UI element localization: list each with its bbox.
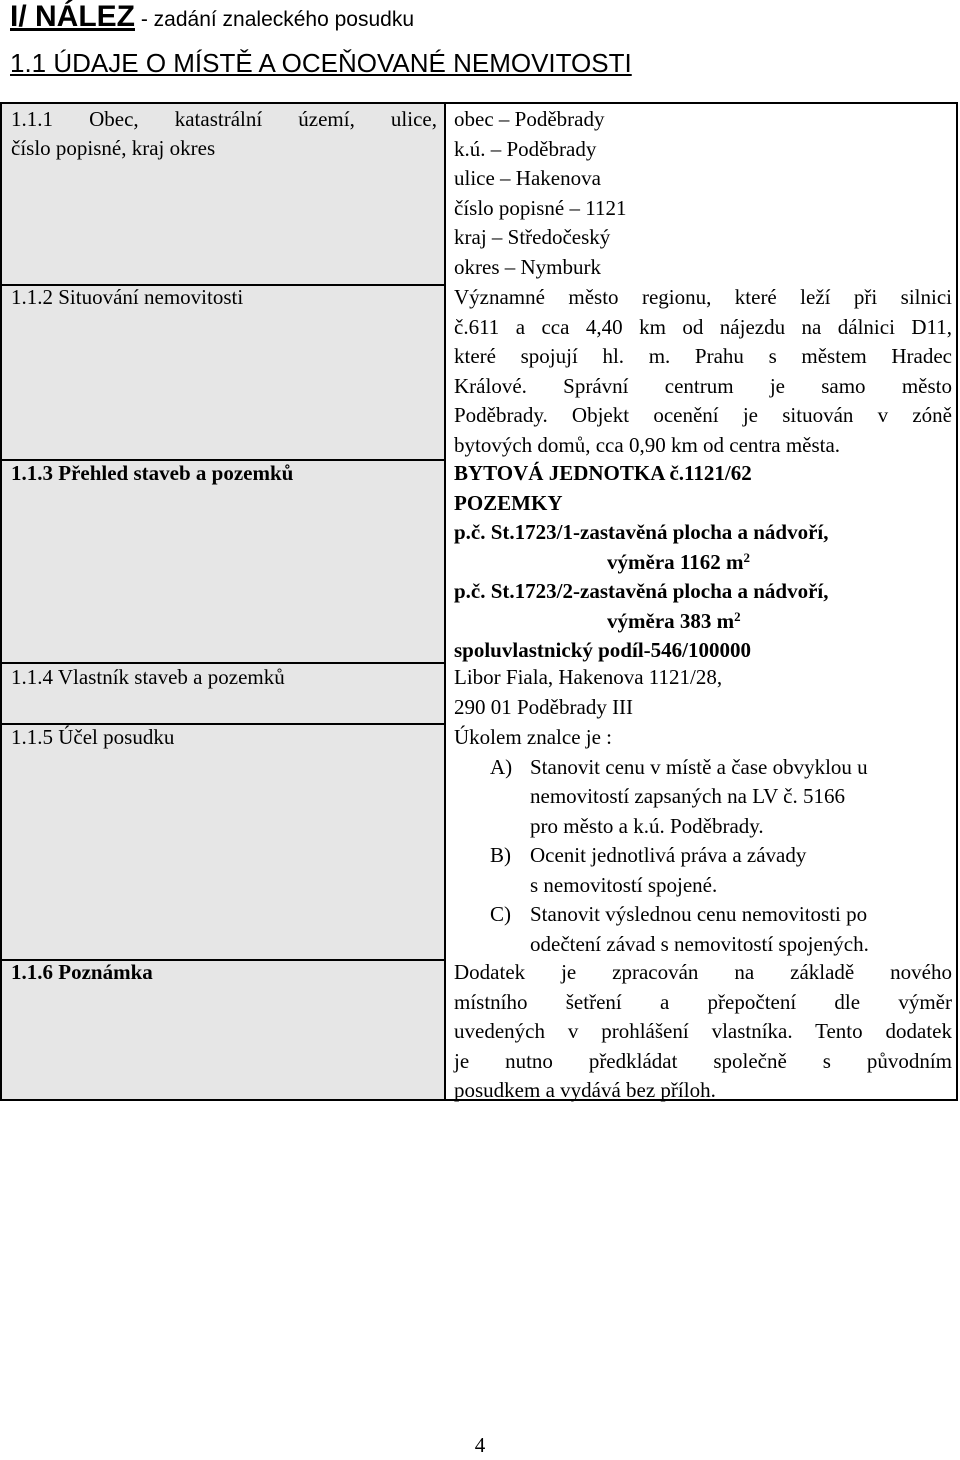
- chapter-title-sub: - zadání znaleckého posudku: [135, 8, 415, 31]
- row-value-purpose: [454, 723, 952, 959]
- row-label-location-2: číslo popisné, kraj okres: [11, 136, 216, 160]
- value-line: Dodatek je zpracován na základě nového: [454, 960, 952, 984]
- purpose-item-c: C) Stanovit výslednou cenu nemovitosti po odečtení závad s nemovitostí spojených.: [490, 902, 869, 956]
- value-line: Významné město regionu, které leží při silnici: [454, 285, 952, 309]
- value-line: ulice – Hakenova: [454, 166, 601, 190]
- purpose-item-b: B) Ocenit jednotlivá práva a závady s nemovitostí spojené.: [490, 843, 807, 897]
- value-line: které spojují hl. m. Prahu s městem Hradec: [454, 344, 952, 368]
- item-marker: C): [490, 902, 511, 926]
- parcel-1: p.č. St.1723/1-zastavěná plocha a nádvoří,: [454, 520, 829, 544]
- row-label-overview: 1.1.3 Přehled staveb a pozemků: [11, 461, 294, 485]
- value-line: 290 01 Poděbrady III: [454, 694, 634, 719]
- value-line: bytových domů, cca 0,90 km od centra města.: [454, 432, 841, 457]
- value-line: Králové. Správní centrum je samo město: [454, 373, 952, 398]
- chapter-title-main: I/ NÁLEZ: [10, 0, 135, 33]
- row-label-situation: 1.1.2 Situování nemovitosti: [11, 285, 244, 309]
- row-value-note: [454, 958, 952, 1106]
- row-label-location-1: 1.1.1 Obec, katastrální území, ulice,: [11, 107, 437, 131]
- purpose-item-a: A) Stanovit cenu v místě a čase obvyklou u nemovitostí zapsaných na LV č. 5166 pro město a k.ú. Poděbrady.: [490, 754, 868, 838]
- row-value-location: [454, 105, 952, 282]
- row-value-owner: [454, 663, 952, 722]
- share-line: spoluvlastnický podíl-546/100000: [454, 638, 751, 662]
- purpose-intro: Úkolem znalce je :: [454, 725, 613, 749]
- value-line: okres – Nymburk: [454, 254, 601, 279]
- row-label-purpose: 1.1.5 Účel posudku: [11, 725, 175, 749]
- row-label-note: 1.1.6 Poznámka: [11, 960, 153, 984]
- value-line: posudkem a vydává bez příloh.: [454, 1078, 716, 1102]
- row-label-owner: 1.1.4 Vlastník staveb a pozemků: [11, 665, 285, 689]
- value-line: číslo popisné – 1121: [454, 195, 627, 220]
- item-marker: B): [490, 843, 511, 867]
- section-title: 1.1 ÚDAJE O MÍSTĚ A OCEŇOVANÉ NEMOVITOSTI: [10, 48, 632, 78]
- parcel-1-area: výměra 1162 $m^2$: [607, 549, 750, 574]
- value-line: uvedených v prohlášení vlastníka. Tento dodatek: [454, 1019, 952, 1043]
- row-value-overview: [454, 459, 952, 666]
- page-number: 4: [474, 1433, 486, 1457]
- parcel-2: p.č. St.1723/2-zastavěná plocha a nádvoří,: [454, 579, 829, 603]
- value-line: místního šetření a přepočtení dle výměr: [454, 989, 952, 1014]
- value-line: obec – Poděbrady: [454, 107, 605, 131]
- parcel-2-area: výměra 383 $m^2$: [607, 608, 741, 633]
- land-heading: POZEMKY: [454, 490, 563, 515]
- value-line: Poděbrady. Objekt ocenění je situován v zóně: [454, 403, 952, 427]
- unit-line: BYTOVÁ JEDNOTKA č.1121/62: [454, 461, 752, 485]
- value-line: k.ú. – Poděbrady: [454, 136, 597, 161]
- property-data-table: [0, 102, 958, 1101]
- value-line: je nutno předkládat společně s původním: [454, 1048, 952, 1073]
- value-line: Libor Fiala, Hakenova 1121/28,: [454, 665, 723, 689]
- value-line: kraj – Středočeský: [454, 225, 611, 249]
- value-line: č.611 a cca 4,40 km od nájezdu na dálnici D11,: [454, 314, 952, 339]
- item-marker: A): [490, 754, 513, 779]
- row-value-situation: [454, 283, 952, 460]
- chapter-title: [10, 0, 414, 34]
- column-divider: [444, 104, 446, 1099]
